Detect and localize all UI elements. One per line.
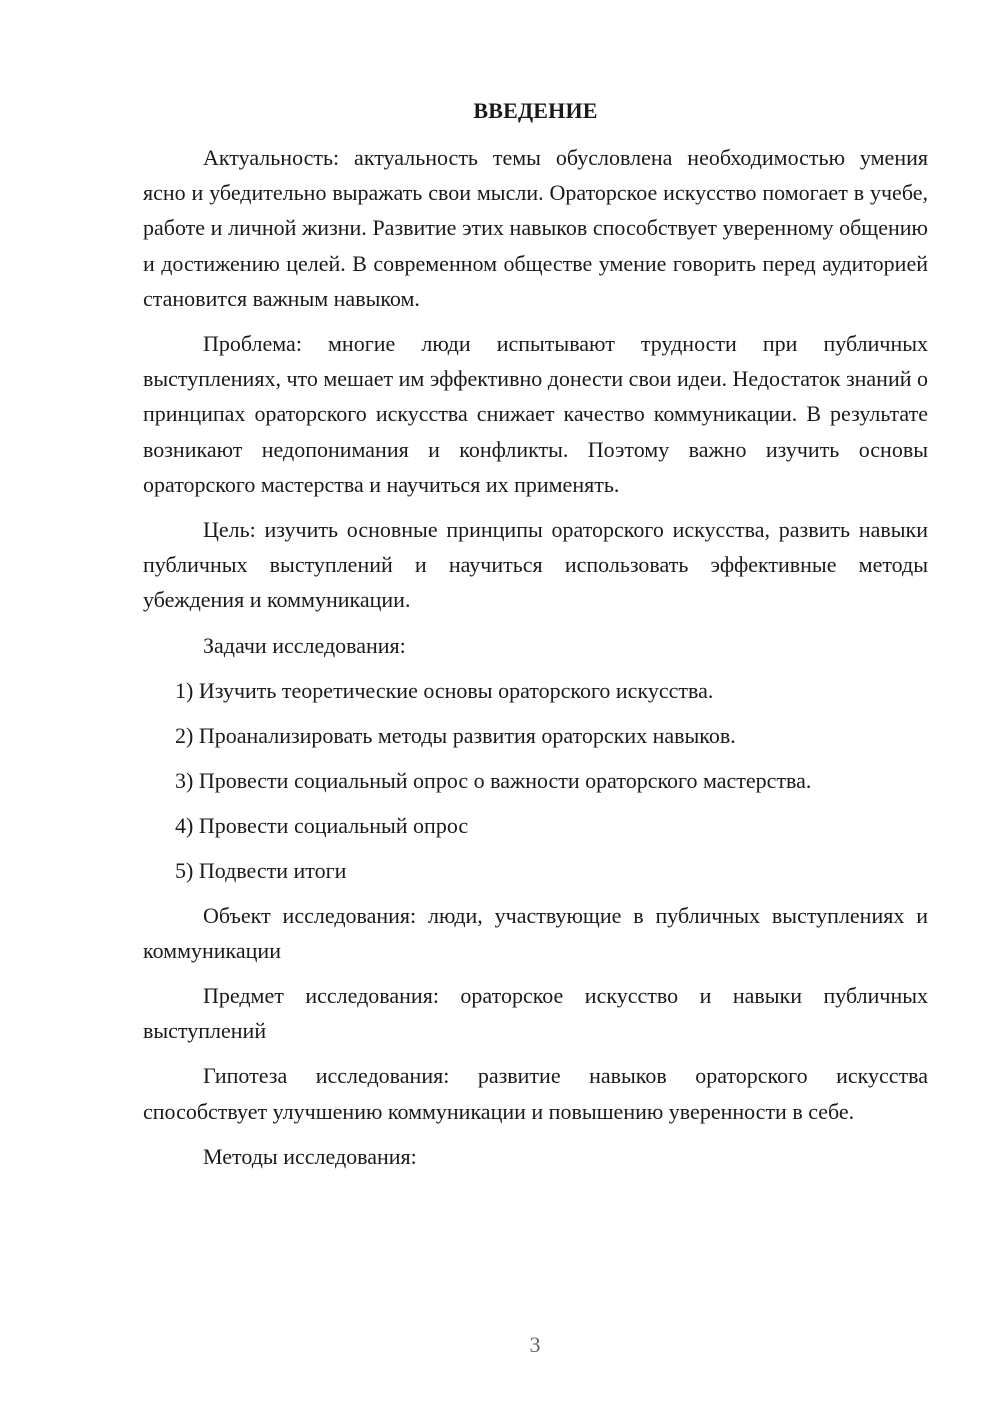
section-title: ВВЕДЕНИЕ	[473, 98, 598, 123]
paragraph-goal: Цель: изучить основные принципы ораторского искусства, развить навыки публичных выступлений и научиться использовать эффективные методы убеждения и коммуникации.	[143, 517, 928, 613]
list-item: 4) Провести социальный опрос	[175, 812, 469, 838]
page-number: 3	[529, 1332, 541, 1357]
paragraph-hypothesis: Гипотеза исследования: развитие навыков ораторского искусства способствует улучшению коммуникации и повышению уверенности в себе.	[143, 1063, 928, 1124]
tasks-heading: Задачи исследования:	[203, 632, 406, 658]
methods-heading: Методы исследования:	[203, 1143, 417, 1169]
document-page	[143, 93, 928, 1184]
list-item: 1) Изучить теоретические основы ораторского искусства.	[175, 677, 714, 703]
paragraph-problem: Проблема: многие люди испытывают трудности при публичных выступлениях, что мешает им эффективно донести свои идеи. Недостаток знаний о принципах ораторского искусства снижает качество коммуникации. В результате возникают недопонимания и конфликты. Поэтому важно изучить основы ораторского мастерства и научиться их применять.	[143, 331, 928, 497]
paragraph-subject: Предмет исследования: ораторское искусство и навыки публичных выступлений	[143, 983, 928, 1044]
list-item: 3) Провести социальный опрос о важности ораторского мастерства.	[175, 767, 812, 793]
paragraph-relevance: Актуальность: актуальность темы обусловлена необходимостью умения ясно и убедительно выражать свои мысли. Ораторское искусство помогает в учебе, работе и личной жизни. Развитие этих навыков способствует уверенному общению и достижению целей. В современном обществе умение говорить перед аудиторией становится важным навыком.	[143, 145, 928, 311]
tasks-list	[143, 673, 928, 888]
list-item: 5) Подвести итоги	[175, 857, 347, 883]
paragraph-object: Объект исследования: люди, участвующие в публичных выступлениях и коммуникации	[143, 902, 928, 963]
list-item: 2) Проанализировать методы развития ораторских навыков.	[175, 722, 736, 748]
